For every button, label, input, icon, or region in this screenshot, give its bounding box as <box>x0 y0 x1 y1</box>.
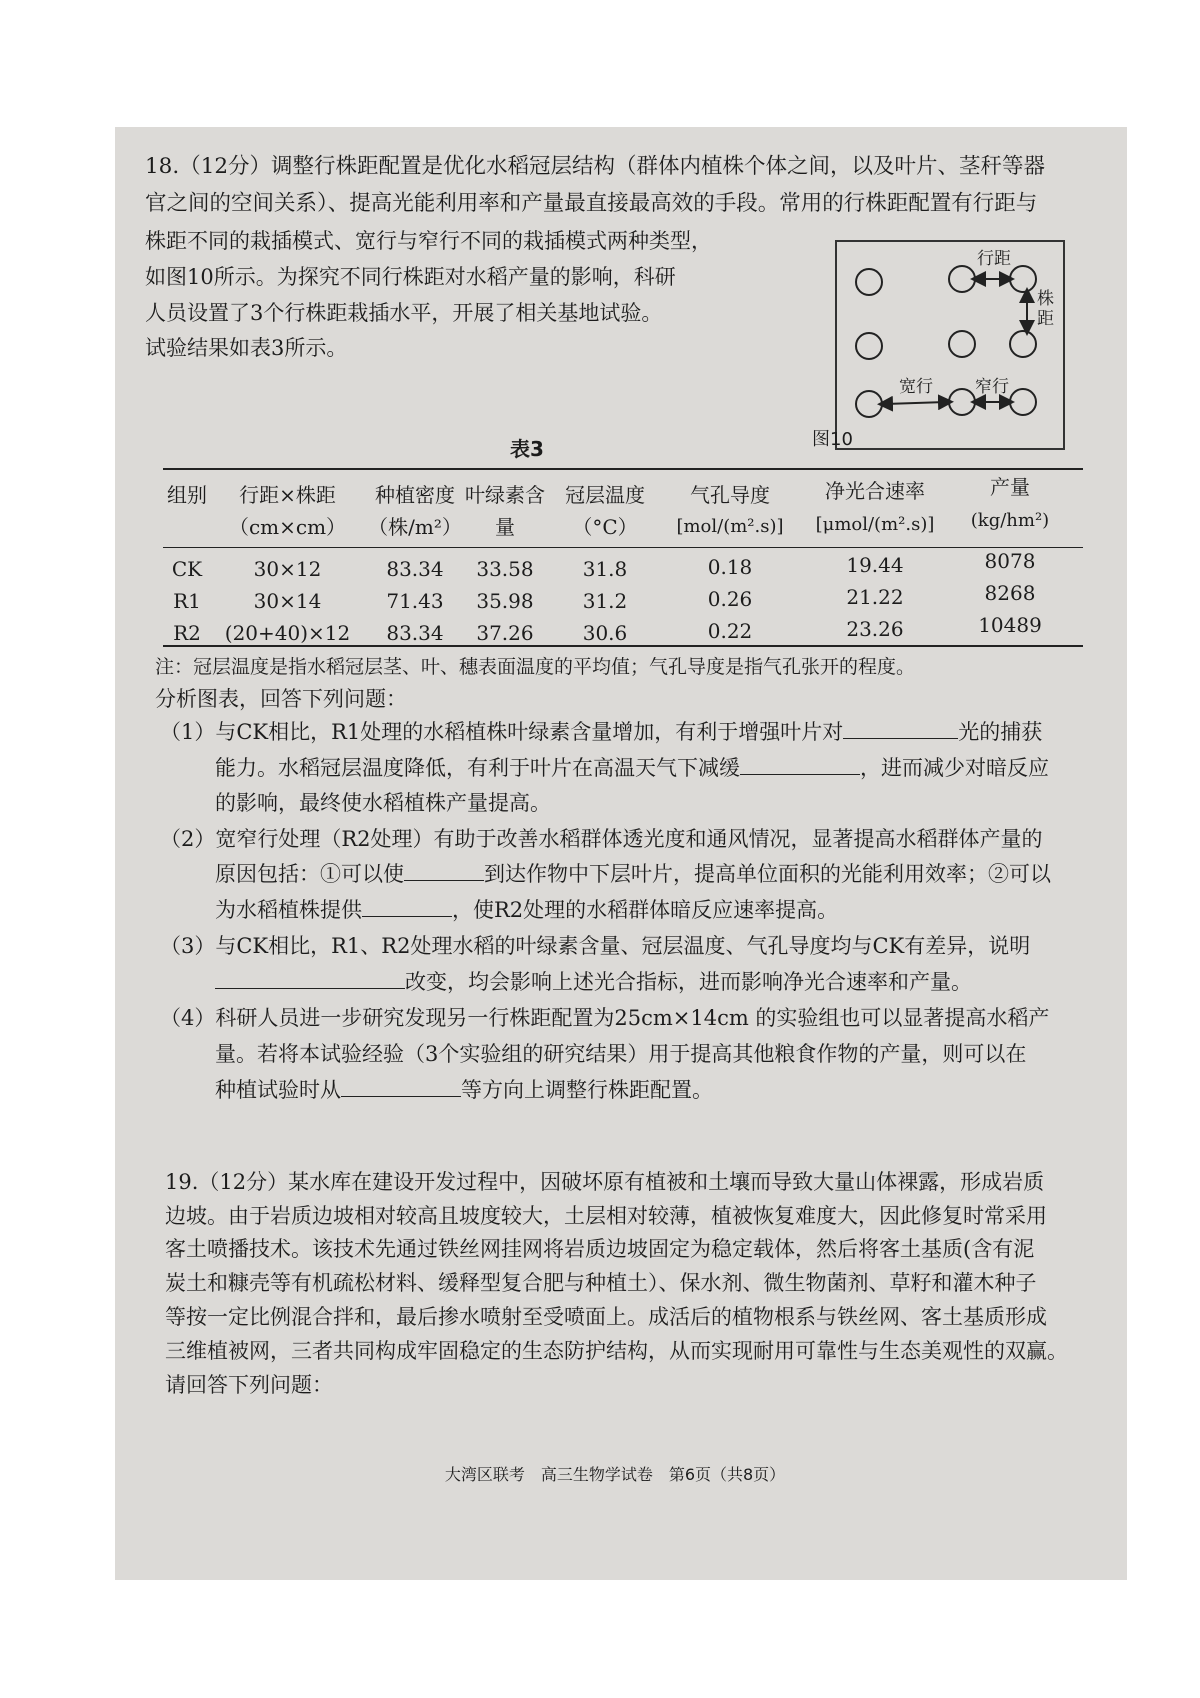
cell-group-r2: R2 <box>173 621 201 645</box>
q18-4-text-a: 种植试验时从 <box>215 1078 341 1102</box>
wide-row-arrow <box>885 402 946 404</box>
cell-spacing-r1: 30×14 <box>253 589 322 613</box>
cell-temp-ck: 31.8 <box>582 557 628 581</box>
cell-spacing-r2: (20+40)×12 <box>224 621 351 645</box>
q18-intro-line-3: 株距不同的栽插模式、宽行与窄行不同的栽插模式两种类型， <box>145 229 712 253</box>
answer-blank-1[interactable] <box>843 717 958 739</box>
th-yield-unit: (kg/hm²) <box>970 510 1050 531</box>
cell-net-r1: 21.22 <box>846 585 904 609</box>
q18-1-text-a: （1）与CK相比，R1处理的水稻植株叶绿素含量增加，有利于增强叶片对 <box>160 720 844 744</box>
plant-dot <box>856 333 882 359</box>
th-group: 组别 <box>167 483 207 507</box>
figure-10-caption: 图10 <box>812 429 853 450</box>
plant-dot <box>1010 331 1036 357</box>
cell-net-r2: 23.26 <box>846 617 904 641</box>
q19-line-2: 边坡。由于岩质边坡相对较高且坡度较大，土层相对较薄，植被恢复难度大，因此修复时常采用 <box>165 1204 1047 1228</box>
q18-intro-line-5: 人员设置了3个行株距栽插水平，开展了相关基地试验。 <box>145 301 663 325</box>
cell-group-ck: CK <box>171 557 203 581</box>
q19-line-7: 请回答下列问题： <box>165 1373 333 1397</box>
q18-1-text-c: 能力。水稻冠层温度降低，有利于叶片在高温天气下减缓 <box>215 756 740 780</box>
cell-group-r1: R1 <box>173 589 201 613</box>
q19-line-5: 等按一定比例混合拌和，最后掺水喷射至受喷面上。成活后的植物根系与铁丝网、客土基质形成 <box>165 1305 1047 1329</box>
plant-dot <box>949 389 975 415</box>
label-plant-spacing-2: 距 <box>1037 309 1054 329</box>
plant-dot <box>856 391 882 417</box>
q18-2-text-b: 到达作物中下层叶片，提高单位面积的光能利用效率；②可以 <box>484 862 1051 886</box>
cell-density-r2: 83.34 <box>386 621 444 645</box>
cell-density-ck: 83.34 <box>386 557 444 581</box>
cell-temp-r1: 31.2 <box>582 589 628 613</box>
q18-4-line-2: 量。若将本试验经验（3个实验组的研究结果）用于提高其他粮食作物的产量，则可以在 <box>215 1042 1027 1066</box>
table-3-title: 表3 <box>510 437 544 461</box>
plant-dot <box>856 269 882 295</box>
planting-pattern-svg <box>837 242 1063 448</box>
q18-4-line-3 <box>215 1075 713 1105</box>
q19-line-6: 三维植被网，三者共同构成牢固稳定的生态防护结构，从而实现耐用可靠性与生态美观性的双赢。 <box>165 1339 1068 1363</box>
q18-1-line-3: 的影响，最终使水稻植株产量提高。 <box>215 791 551 815</box>
q18-3-line-2 <box>215 967 972 997</box>
label-row-spacing: 行距 <box>977 249 1011 269</box>
th-net-photo: 净光合速率 <box>825 479 925 503</box>
answer-blank-4[interactable] <box>362 895 452 917</box>
cell-stomatal-r1: 0.26 <box>707 587 753 611</box>
q18-2-line-1: （2）宽窄行处理（R2处理）有助于改善水稻群体透光度和通风情况，显著提高水稻群体产量的 <box>160 827 1043 851</box>
q19-line-3: 客土喷播技术。该技术先通过铁丝网挂网将岩质边坡固定为稳定载体，然后将客土基质(含有泥 <box>165 1237 1035 1261</box>
answer-blank-3[interactable] <box>404 859 484 881</box>
q18-2-text-c: 为水稻植株提供 <box>215 898 362 922</box>
q18-4-line-1: （4）科研人员进一步研究发现另一行株距配置为25cm×14cm 的实验组也可以显著提高水稻产 <box>160 1006 1050 1030</box>
cell-stomatal-ck: 0.18 <box>707 555 753 579</box>
cell-temp-r2: 30.6 <box>582 621 628 645</box>
answer-blank-6[interactable] <box>341 1075 461 1097</box>
th-canopy-temp: 冠层温度 <box>565 483 645 507</box>
cell-chlorophyll-r2: 37.26 <box>476 621 534 645</box>
th-spacing: 行距×株距 <box>239 483 336 507</box>
q19-line-1: 19.（12分）某水库在建设开发过程中，因破坏原有植被和土壤而导致大量山体裸露，形成岩质 <box>165 1170 1045 1194</box>
th-stomatal: 气孔导度 <box>690 483 770 507</box>
cell-yield-ck: 8078 <box>984 549 1036 573</box>
cell-spacing-ck: 30×12 <box>253 557 322 581</box>
analysis-prompt: 分析图表，回答下列问题： <box>155 687 407 711</box>
plant-dot <box>949 266 975 292</box>
q18-intro-line-2: 官之间的空间关系）、提高光能利用率和产量最直接最高效的手段。常用的行株距配置有行距与 <box>145 191 1038 216</box>
th-canopy-temp-unit: （°C） <box>572 515 638 539</box>
q18-1-text-d: ，进而减少对暗反应 <box>860 756 1049 780</box>
th-yield: 产量 <box>990 475 1030 499</box>
page-footer: 大湾区联考 高三生物学试卷 第6页（共8页） <box>444 1465 786 1484</box>
q18-2-line-2 <box>215 859 1051 889</box>
th-density: 种植密度 <box>375 483 455 507</box>
cell-chlorophyll-ck: 33.58 <box>476 557 534 581</box>
label-wide-row: 宽行 <box>899 377 933 397</box>
q18-intro-line-4: 如图10所示。为探究不同行株距对水稻产量的影响，科研 <box>145 265 676 289</box>
cell-stomatal-r2: 0.22 <box>707 619 753 643</box>
q18-intro-line-6: 试验结果如表3所示。 <box>145 336 348 360</box>
label-plant-spacing-1: 株 <box>1037 289 1054 309</box>
cell-chlorophyll-r1: 35.98 <box>476 589 534 613</box>
table-top-rule <box>163 468 1083 470</box>
q19-line-4: 炭土和糠壳等有机疏松材料、缓释型复合肥与种植土）、保水剂、微生物菌剂、草籽和灌木种子 <box>165 1271 1037 1295</box>
q18-1-text-b: 光的捕获 <box>958 720 1043 744</box>
q18-2-line-3 <box>215 895 838 925</box>
th-chlorophyll: 叶绿素含 <box>465 483 545 507</box>
answer-blank-5[interactable] <box>215 967 405 989</box>
plant-dot <box>1010 266 1036 292</box>
th-spacing-unit: （cm×cm） <box>228 515 347 539</box>
answer-blank-2[interactable] <box>740 753 860 775</box>
table-note: 注：冠层温度是指水稻冠层茎、叶、穗表面温度的平均值；气孔导度是指气孔张开的程度。 <box>155 656 916 678</box>
q18-3-line-1: （3）与CK相比，R1、R2处理水稻的叶绿素含量、冠层温度、气孔导度均与CK有差异，说明 <box>160 934 1031 958</box>
plant-dot <box>949 331 975 357</box>
q18-2-text-a: 原因包括：①可以使 <box>215 862 404 886</box>
q18-intro-line-1: 18.（12分）调整行株距配置是优化水稻冠层结构（群体内植株个体之间，以及叶片、茎秆等器 <box>145 154 1046 179</box>
cell-yield-r2: 10489 <box>978 613 1042 637</box>
th-net-photo-unit: [μmol/(m².s)] <box>815 514 935 535</box>
th-stomatal-unit: [mol/(m².s)] <box>676 516 784 537</box>
th-chlorophyll-2: 量 <box>495 515 515 539</box>
th-density-unit: （株/m²） <box>368 515 462 539</box>
table-header-rule <box>163 547 1083 548</box>
figure-10-planting-diagram <box>835 240 1065 450</box>
cell-density-r1: 71.43 <box>386 589 444 613</box>
q18-4-text-b: 等方向上调整行株距配置。 <box>461 1078 713 1102</box>
cell-yield-r1: 8268 <box>984 581 1036 605</box>
label-narrow-row: 窄行 <box>975 377 1009 397</box>
q18-1-line-2 <box>215 753 1049 783</box>
q18-1-line-1 <box>160 717 1042 747</box>
exam-page <box>115 127 1127 1580</box>
plant-dot <box>1010 389 1036 415</box>
q18-2-text-d: ，使R2处理的水稻群体暗反应速率提高。 <box>452 898 839 922</box>
cell-net-ck: 19.44 <box>846 553 904 577</box>
q18-3-text-b: 改变，均会影响上述光合指标，进而影响净光合速率和产量。 <box>405 970 972 994</box>
